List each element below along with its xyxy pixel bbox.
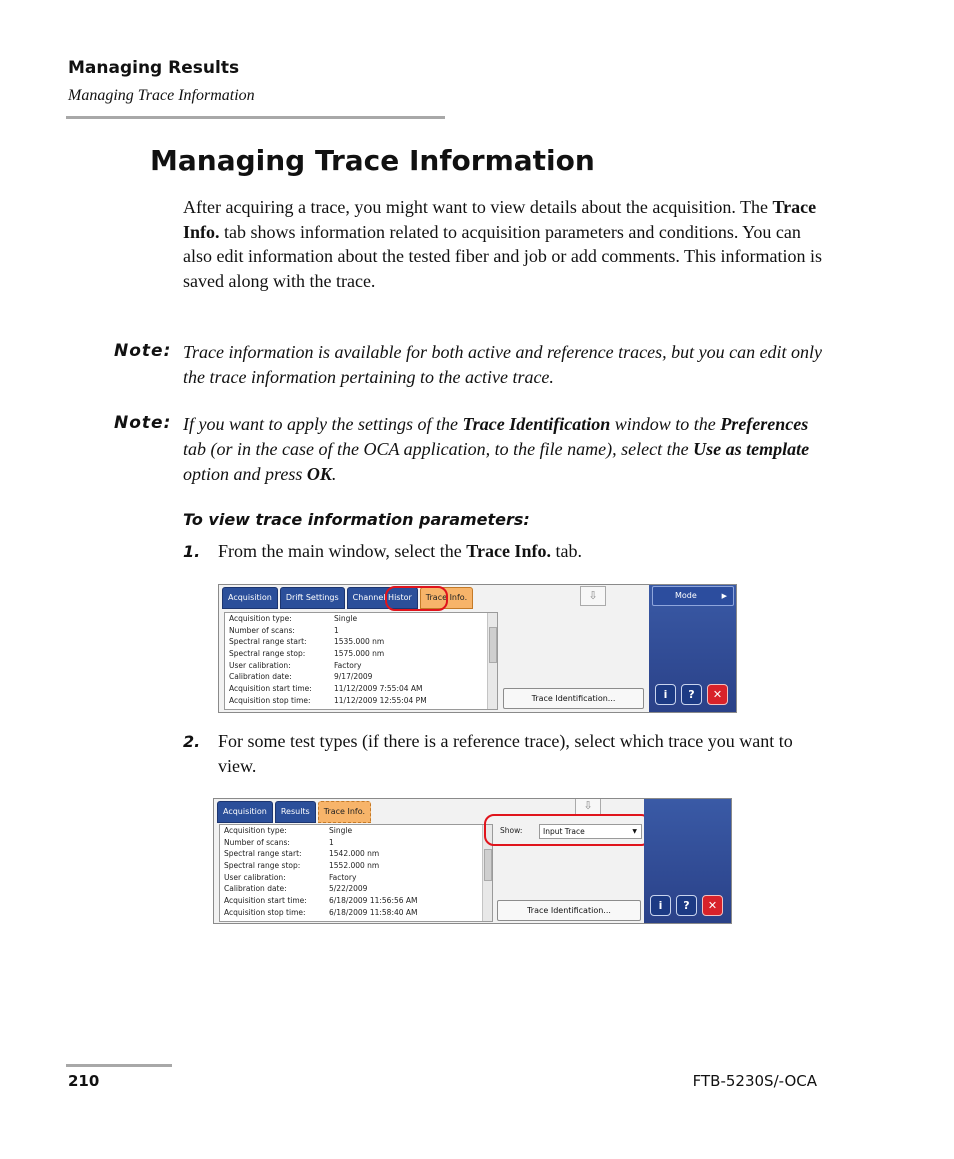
info-row-value: Factory bbox=[329, 872, 357, 882]
scrollbar[interactable] bbox=[487, 613, 497, 709]
footer-rule bbox=[66, 1064, 172, 1067]
info-row-label: Acquisition stop time: bbox=[224, 907, 306, 917]
info-row-value: 6/18/2009 11:58:40 AM bbox=[329, 907, 418, 917]
info-row bbox=[220, 848, 492, 860]
info-row-value: 5/22/2009 bbox=[329, 884, 368, 894]
intro-paragraph: After acquiring a trace, you might want to view details about the acquisition. The Trace Info. tab shows information related to acquisition parameters and conditions. You can also edit information about the tested fiber and job or add comments. This information is saved along with the trace. bbox=[183, 197, 823, 291]
trace-identification-button[interactable]: Trace Identification... bbox=[503, 688, 644, 709]
info-row-label: User calibration: bbox=[229, 660, 291, 670]
tab-acquisition[interactable]: Acquisition bbox=[222, 587, 278, 609]
help-icon[interactable]: ? bbox=[676, 895, 697, 916]
info-row-value: 11/12/2009 12:55:04 PM bbox=[334, 695, 427, 705]
info-row-label: User calibration: bbox=[224, 872, 286, 882]
info-row bbox=[225, 683, 497, 695]
tab-trace-info[interactable]: Trace Info. bbox=[318, 801, 371, 823]
info-row-label: Spectral range start: bbox=[224, 849, 302, 859]
info-row bbox=[225, 613, 497, 625]
info-row-value: 11/12/2009 7:55:04 AM bbox=[334, 684, 423, 694]
info-row-label: Spectral range start: bbox=[229, 637, 307, 647]
chevron-down-icon: ▼ bbox=[632, 828, 637, 835]
info-row-label: Acquisition type: bbox=[224, 826, 287, 835]
tab-drift-settings[interactable]: Drift Settings bbox=[280, 587, 345, 609]
info-row-label: Acquisition start time: bbox=[229, 684, 312, 694]
procedure-title: To view trace information parameters: bbox=[183, 510, 530, 529]
step-text: From the main window, select the Trace Info. tab. bbox=[218, 541, 582, 561]
note-label: Note: bbox=[114, 341, 172, 361]
info-row bbox=[220, 883, 492, 895]
step-number: 1. bbox=[183, 542, 201, 561]
product-name: FTB-5230S/-OCA bbox=[692, 1072, 817, 1090]
show-select[interactable]: Input Trace ▼ bbox=[539, 824, 642, 839]
info-row-label: Acquisition start time: bbox=[224, 896, 307, 906]
show-label: Show: bbox=[500, 826, 523, 835]
info-row bbox=[220, 895, 492, 907]
tab-bar bbox=[214, 799, 374, 823]
info-row bbox=[225, 648, 497, 660]
info-row-label: Calibration date: bbox=[229, 672, 292, 682]
trace-info-list bbox=[224, 612, 498, 710]
close-icon[interactable]: ✕ bbox=[707, 684, 728, 705]
info-row bbox=[225, 660, 497, 672]
close-icon[interactable]: ✕ bbox=[702, 895, 723, 916]
info-row-label: Calibration date: bbox=[224, 884, 287, 894]
info-row-value: 1 bbox=[334, 625, 339, 635]
info-row bbox=[220, 837, 492, 849]
info-row bbox=[225, 671, 497, 683]
play-icon: ▶ bbox=[721, 592, 727, 600]
tab-results[interactable]: Results bbox=[275, 801, 316, 823]
info-row-label: Number of scans: bbox=[229, 625, 295, 635]
info-row-label: Number of scans: bbox=[224, 837, 290, 847]
info-row-label: Spectral range stop: bbox=[229, 649, 306, 659]
info-row-value: 1535.000 nm bbox=[334, 637, 385, 647]
tab-acquisition[interactable]: Acquisition bbox=[217, 801, 273, 823]
info-row-value: Factory bbox=[334, 660, 362, 670]
info-row-value: 6/18/2009 11:56:56 AM bbox=[329, 896, 418, 906]
info-row-label: Spectral range stop: bbox=[224, 861, 301, 871]
info-row bbox=[220, 825, 492, 837]
note-label: Note: bbox=[114, 413, 172, 433]
scrollbar-thumb[interactable] bbox=[484, 849, 492, 881]
header-rule bbox=[66, 116, 445, 119]
note-text: If you want to apply the settings of the Trace Identification window to the Preferences tab (or in the case of the OCA application, to the file name), select the Use as template option and press OK. bbox=[183, 414, 810, 484]
info-icon[interactable]: i bbox=[655, 684, 676, 705]
info-row-value: 1575.000 nm bbox=[334, 649, 385, 659]
step-number: 2. bbox=[183, 732, 201, 751]
info-row bbox=[220, 860, 492, 872]
info-icon[interactable]: i bbox=[650, 895, 671, 916]
trace-info-list bbox=[219, 824, 493, 922]
info-row bbox=[220, 872, 492, 884]
step-text: For some test types (if there is a reference trace), select which trace you want to view. bbox=[218, 731, 793, 776]
highlight-circle bbox=[484, 814, 651, 846]
info-row bbox=[225, 636, 497, 648]
info-row-value: Single bbox=[329, 826, 353, 835]
info-row-value: 1552.000 nm bbox=[329, 861, 380, 871]
info-row-value: Single bbox=[334, 614, 358, 623]
running-header-section: Managing Results bbox=[68, 58, 240, 78]
help-icon[interactable]: ? bbox=[681, 684, 702, 705]
info-row-value: 9/17/2009 bbox=[334, 672, 373, 682]
note-text: Trace information is available for both active and reference traces, but you can edit only the trace information pertaining to the active trace. bbox=[183, 342, 823, 387]
info-row bbox=[220, 907, 492, 919]
scrollbar-thumb[interactable] bbox=[489, 627, 497, 663]
page-title: Managing Trace Information bbox=[150, 144, 595, 177]
tab-trace-info[interactable]: Trace Info. bbox=[420, 587, 473, 609]
side-panel bbox=[644, 799, 731, 923]
running-header-subsection: Managing Trace Information bbox=[68, 87, 255, 104]
info-row-value: 1 bbox=[329, 837, 334, 847]
tab-channel-history[interactable]: Channel Histor bbox=[347, 587, 418, 609]
info-row-label: Acquisition type: bbox=[229, 614, 292, 623]
highlight-circle bbox=[385, 586, 448, 611]
info-row-value: 1542.000 nm bbox=[329, 849, 380, 859]
down-arrow-icon[interactable]: ⇩ bbox=[580, 586, 606, 606]
page-number: 210 bbox=[68, 1072, 100, 1090]
down-arrow-icon[interactable]: ⇩ bbox=[575, 798, 601, 816]
info-row-label: Acquisition stop time: bbox=[229, 695, 311, 705]
mode-button[interactable]: Mode ▶ bbox=[652, 586, 734, 606]
info-row bbox=[225, 695, 497, 707]
trace-identification-button[interactable]: Trace Identification... bbox=[497, 900, 641, 921]
side-panel bbox=[649, 585, 736, 712]
info-row bbox=[225, 625, 497, 637]
trace-info-screenshot-2 bbox=[213, 798, 732, 924]
trace-info-screenshot-1 bbox=[218, 584, 737, 713]
